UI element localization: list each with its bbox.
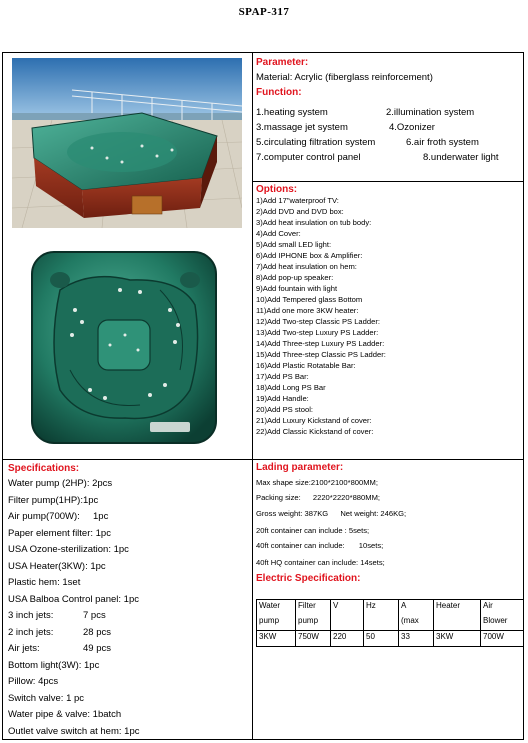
electric-heading: Electric Specification: <box>256 573 361 584</box>
spec-label: Outlet valve switch at hem: 1pc <box>8 725 140 737</box>
spec-label: Air pump(700W): <box>8 511 80 522</box>
electric-header-cell: Air <box>481 600 524 616</box>
spec-label: Bottom light(3W): 1pc <box>8 659 100 671</box>
electric-header-row-2 <box>257 615 524 631</box>
option-item: 7)Add heat insulation on hem: <box>256 262 357 271</box>
electric-value-cell: 33 <box>399 631 434 647</box>
option-item: 8)Add pop-up speaker: <box>256 273 334 282</box>
electric-value-cell: 3KW <box>257 631 296 647</box>
electric-header-cell: (max <box>399 615 434 631</box>
option-item: 14)Add Three-step Luxury PS Ladder: <box>256 339 385 348</box>
electric-header-cell: A <box>399 600 434 616</box>
function-row <box>256 120 521 135</box>
options-heading: Options: <box>256 184 298 195</box>
lading-packing <box>256 493 380 502</box>
spec-item <box>8 542 139 559</box>
option-item: 5)Add small LED light: <box>256 240 332 249</box>
spec-label: 2 inch jets: <box>8 626 54 638</box>
electric-value-cell: 700W <box>481 631 524 647</box>
option-item: 12)Add Two-step Classic PS Ladder: <box>256 317 380 326</box>
electric-header-cell <box>364 615 399 631</box>
lading-max-shape: Max shape size:2100*2100*800MM; <box>256 478 378 487</box>
spec-label: Water pipe & valve: 1batch <box>8 709 122 720</box>
option-item: 22)Add Classic Kickstand of cover: <box>256 427 374 436</box>
option-item: 2)Add DVD and DVD box: <box>256 207 344 216</box>
option-item: 11)Add one more 3KW heater: <box>256 306 359 315</box>
electric-header-cell: Water <box>257 600 296 616</box>
lading-gross-weight: Gross weight: 387KG <box>256 509 329 518</box>
electric-value-cell: 50 <box>364 631 399 647</box>
page-title: SPAP-317 <box>238 6 290 18</box>
electric-header-cell <box>434 615 481 631</box>
electric-header-cell: Filter <box>296 600 331 616</box>
electric-value-cell: 220 <box>331 631 364 647</box>
function-item: 4.Ozonizer <box>389 122 435 133</box>
spec-item <box>8 724 139 741</box>
spec-label: Switch valve: 1 pc <box>8 692 85 704</box>
option-item: 10)Add Tempered glass Bottom <box>256 295 363 304</box>
spec-value: 28 pcs <box>83 626 111 638</box>
divider-lower <box>2 459 524 460</box>
option-item: 21)Add Luxury Kickstand of cover: <box>256 416 372 425</box>
electric-value-cell: 3KW <box>434 631 481 647</box>
spec-item <box>8 691 139 708</box>
spec-item <box>8 526 139 543</box>
electric-header-cell <box>331 615 364 631</box>
spec-label: Plastic hem: 1set <box>8 577 81 588</box>
option-item: 13)Add Two-step Luxury PS Ladder: <box>256 328 379 337</box>
lading-packing-value: 2220*2220*880MM; <box>312 493 381 502</box>
lading-40ft-hq: 40ft HQ container can include: 14sets; <box>256 558 385 567</box>
function-list <box>256 105 521 165</box>
spec-item <box>8 493 139 510</box>
lading-net-weight: Net weight: 246KG; <box>340 509 407 518</box>
product-photo-terrace <box>12 58 242 228</box>
spec-label: Filter pump(1HP):1pc <box>8 494 99 506</box>
spec-item <box>8 658 139 675</box>
option-item: 16)Add Plastic Rotatable Bar: <box>256 361 356 370</box>
spec-value: 49 pcs <box>83 643 111 654</box>
lading-weights <box>256 509 406 518</box>
option-item: 1)Add 17"waterproof TV: <box>256 196 339 205</box>
divider-options <box>252 181 524 182</box>
option-item: 6)Add IPHONE box & Amplifier: <box>256 251 363 260</box>
product-photo-top-view <box>30 250 218 445</box>
spec-item <box>8 575 139 592</box>
function-row <box>256 105 521 120</box>
specifications-list <box>8 476 139 740</box>
function-item: 3.massage jet system <box>256 122 348 133</box>
spec-item <box>8 707 139 724</box>
spec-label: USA Balboa Control panel: 1pc <box>8 593 139 605</box>
spec-label: Air jets: <box>8 643 40 654</box>
lading-40ft-label: 40ft container can include: <box>256 541 345 550</box>
option-item: 18)Add Long PS Bar <box>256 383 326 392</box>
electric-header-cell: Heater <box>434 600 481 616</box>
electric-header-cell: pump <box>296 615 331 631</box>
spec-item <box>8 592 139 609</box>
spec-item <box>8 509 139 526</box>
function-item: 7.computer control panel <box>256 152 361 163</box>
lading-40ft-value: 10sets; <box>358 541 384 550</box>
spec-label: 3 inch jets: <box>8 610 54 621</box>
lading-20ft: 20ft container can include : 5sets; <box>256 526 370 535</box>
option-item: 3)Add heat insulation on tub body: <box>256 218 372 227</box>
function-item: 1.heating system <box>256 107 328 118</box>
option-item: 20)Add PS stool: <box>256 405 313 414</box>
material-text: Material: Acrylic (fiberglass reinforcement) <box>256 72 433 83</box>
electric-values-row <box>257 631 524 647</box>
spec-value: 1pc <box>93 511 109 522</box>
column-divider <box>252 52 253 740</box>
function-item: 5.circulating filtration system <box>256 137 376 148</box>
spec-label: USA Heater(3KW): 1pc <box>8 560 106 572</box>
function-item: 2.illumination system <box>386 107 475 118</box>
spec-label: Pillow: 4pcs <box>8 676 59 687</box>
electric-header-cell: Hz <box>364 600 399 616</box>
function-item: 8.underwater light <box>423 152 499 163</box>
spec-item <box>8 625 139 642</box>
spec-label: Water pump (2HP): 2pcs <box>8 478 113 489</box>
function-row <box>256 150 521 165</box>
options-list <box>256 195 386 437</box>
function-row <box>256 135 521 150</box>
lading-packing-label: Packing size: <box>256 493 301 502</box>
option-item: 17)Add PS Bar: <box>256 372 309 381</box>
electric-value-cell: 750W <box>296 631 331 647</box>
parameter-heading: Parameter: <box>256 57 309 68</box>
spec-item <box>8 476 139 493</box>
spec-item <box>8 641 139 658</box>
spec-item <box>8 559 139 576</box>
spec-item <box>8 608 139 625</box>
lading-40ft <box>256 541 383 550</box>
spec-label: Paper element filter: 1pc <box>8 527 111 539</box>
spec-label: USA Ozone-sterilization: 1pc <box>8 544 129 555</box>
function-heading: Function: <box>256 87 302 98</box>
electric-header-cell: Blower <box>481 615 524 631</box>
electric-header-cell: pump <box>257 615 296 631</box>
option-item: 15)Add Three-step Classic PS Ladder: <box>256 350 386 359</box>
option-item: 4)Add Cover: <box>256 229 301 238</box>
option-item: 9)Add fountain with light <box>256 284 338 293</box>
electric-header-row-1 <box>257 600 524 616</box>
option-item: 19)Add Handle: <box>256 394 309 403</box>
electric-header-cell: V <box>331 600 364 616</box>
spec-item <box>8 674 139 691</box>
specifications-heading: Specifications: <box>8 463 80 474</box>
electric-spec-table <box>256 599 524 647</box>
function-item: 6.air froth system <box>406 137 479 148</box>
lading-heading: Lading parameter: <box>256 462 344 473</box>
spec-value: 7 pcs <box>83 610 106 621</box>
